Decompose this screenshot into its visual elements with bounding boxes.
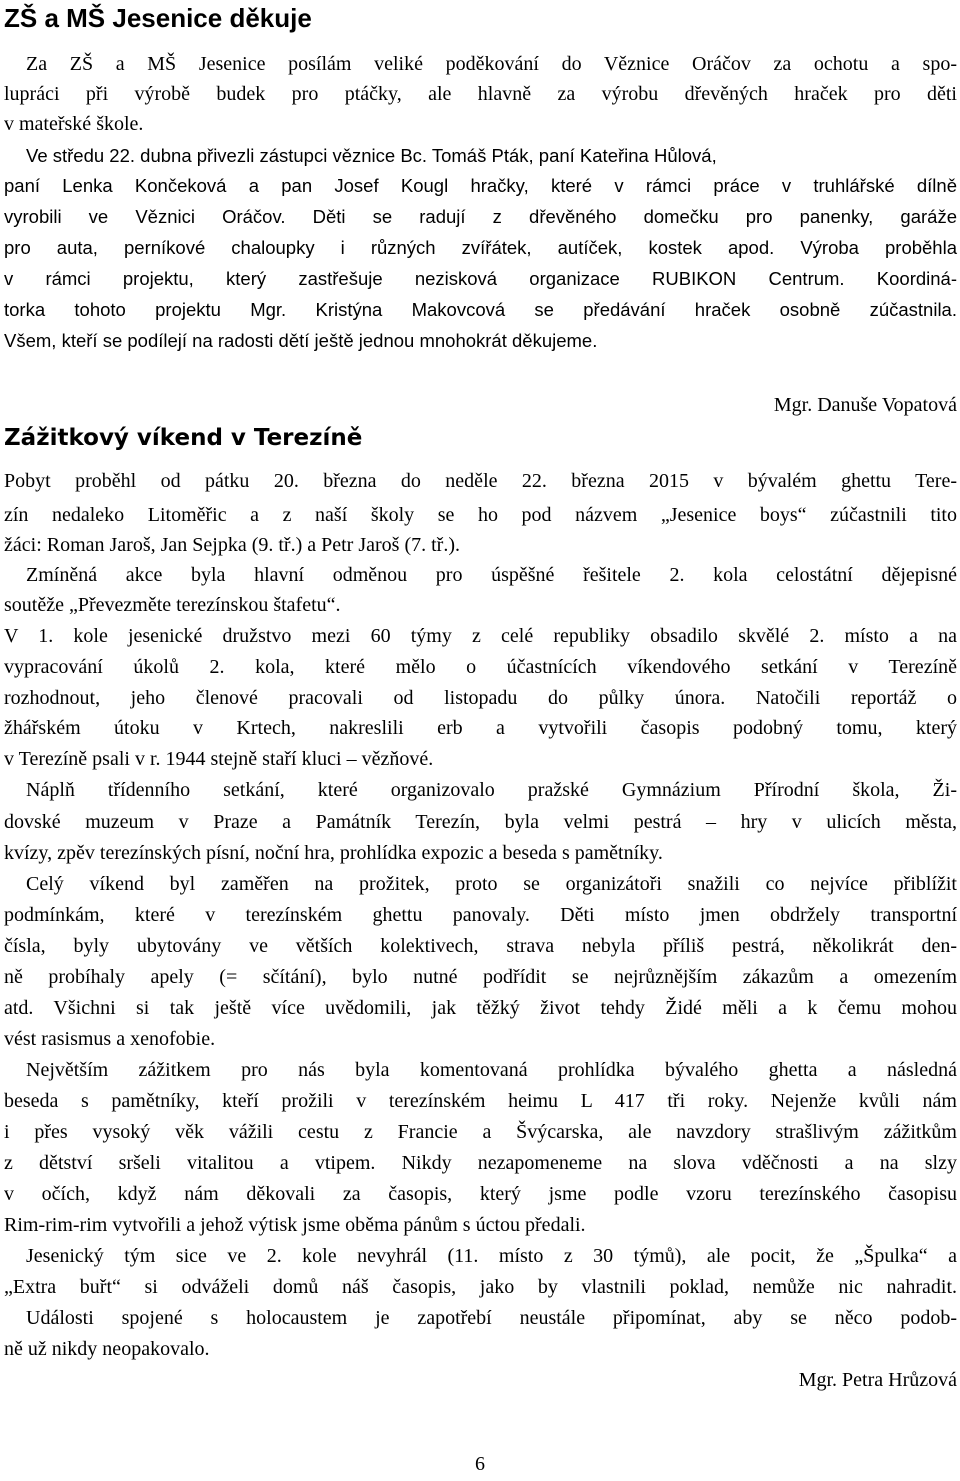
paragraph-line: rozhodnout, jeho členové pracovali od listopadu do půlky února. Natočili reportáž o [4, 687, 957, 709]
paragraph-line: v mateřské škole. [4, 113, 144, 135]
signature: Mgr. Petra Hrůzová [798, 1369, 957, 1391]
paragraph-line: pro auta, perníkové chaloupky i různých zvířátek, autíček, kostek apod. Výroba proběhla [4, 237, 957, 258]
paragraph-line: torka tohoto projektu Mgr. Kristýna Makovcová se předávání hraček osobně zúčastnila. [4, 299, 957, 320]
paragraph-line: žhářském útoku v Krtech, nakreslili erb a vytvořili časopis podobný tomu, který [4, 717, 957, 739]
paragraph-line: ně probíhaly apely (= sčítání), bylo nutné podřídit se nejrůznějším zákazům a omezením [4, 966, 957, 988]
paragraph-line: z dětství sršeli vitalitou a vtipem. Nikdy nezapomeneme na slova vděčnosti a na slzy [4, 1152, 957, 1174]
paragraph-line: vypracování úkolů 2. kola, které mělo o účastnících víkendového setkání v Terezíně [4, 656, 957, 678]
paragraph-line: Největším zážitkem pro nás byla komentovaná prohlídka bývalého ghetta a následná [26, 1059, 957, 1081]
paragraph-line: Ve středu 22. dubna přivezli zástupci věznice Bc. Tomáš Pták, paní Kateřina Hůlová, [26, 145, 717, 166]
paragraph-line: Pobyt proběhl od pátku 20. března do neděle 22. března 2015 v bývalém ghettu Tere- [4, 470, 957, 492]
signature: Mgr. Danuše Vopatová [773, 394, 957, 416]
paragraph-line: i přes vysoký věk vážili cestu z Francie a Švýcarska, ale navzdory strašlivým zážitkům [4, 1121, 957, 1143]
paragraph-line: v rámci projektu, který zastřešuje nezisková organizace RUBIKON Centrum. Koordiná- [4, 268, 957, 289]
paragraph-line: vyrobili ve Věznici Oráčov. Děti se radují z dřevěného domečku pro panenky, garáže [4, 206, 957, 227]
paragraph-line: soutěže „Převezměte terezínskou štafetu“. [4, 594, 341, 616]
paragraph-line: V 1. kole jesenické družstvo mezi 60 týmy z celé republiky obsadilo skvělé 2. místo a na [4, 625, 957, 647]
paragraph-line: Zmíněná akce byla hlavní odměnou pro úspěšné řešitele 2. kola celostátní dějepisné [26, 564, 957, 586]
paragraph-line: zín nedaleko Litoměřic a z naší školy se ho pod názvem „Jesenice boys“ zúčastnili tito [4, 504, 957, 526]
paragraph-line: Jesenický tým sice ve 2. kole nevyhrál (11. místo z 30 týmů), ale pocit, že „Špulka“ a [26, 1245, 957, 1267]
paragraph-line: v Terezíně psali v r. 1944 stejně staří kluci – vězňové. [4, 748, 434, 770]
article-title: ZŠ a MŠ Jesenice děkuje [4, 3, 312, 33]
paragraph-line: čísla, byly ubytovány ve větších kolektivech, strava nebyla příliš pestrá, několikrát den- [4, 935, 957, 957]
page-number: 6 [475, 1453, 485, 1475]
paragraph-line: Rim-rim-rim vytvořili a jehož výtisk jsme oběma pánům s úctou předali. [4, 1214, 586, 1236]
paragraph-line: žáci: Roman Jaroš, Jan Sejpka (9. tř.) a Petr Jaroš (7. tř.). [4, 534, 460, 556]
paragraph-line: dovské muzeum v Praze a Památník Terezín, byla velmi pestrá – hry v ulicích města, [4, 811, 957, 833]
paragraph-line: ně už nikdy neopakovalo. [4, 1338, 210, 1360]
article-title: Zážitkový víkend v Terezíně [4, 425, 363, 451]
paragraph-line: v očích, když nám děkovali za časopis, který jsme podle vzoru terezínského časopisu [4, 1183, 957, 1205]
paragraph-line: Všem, kteří se podílejí na radosti dětí ještě jednou mnohokrát děkujeme. [4, 330, 598, 351]
paragraph-line: „Extra buřt“ si odváželi domů náš časopis, jako by vlastnili poklad, nemůže nic nahradit. [4, 1276, 957, 1298]
paragraph-line: paní Lenka Končeková a pan Josef Kougl hračky, které v rámci práce v truhlářské dílně [4, 175, 957, 196]
paragraph-line: podmínkám, které v terezínském ghettu panovaly. Děti místo jmen obdržely transportní [4, 904, 957, 926]
paragraph-line: vést rasismus a xenofobie. [4, 1028, 216, 1050]
paragraph-line: Náplň třídenního setkání, které organizovalo pražské Gymnázium Přírodní škola, Ži- [26, 779, 957, 801]
paragraph-line: kvízy, zpěv terezínských písní, noční hra, prohlídka expozic a beseda s pamětníky. [4, 842, 663, 864]
paragraph-line: Celý víkend byl zaměřen na prožitek, proto se organizátoři snažili co nejvíce přiblížit [26, 873, 957, 895]
paragraph-line: atd. Všichni si tak ještě více uvědomili, jak těžký život tehdy Židé měli a k čemu mohou [4, 997, 957, 1019]
paragraph-line: beseda s pamětníky, kteří prožili v terezínském heimu L 417 tři roky. Nejenže kvůli nám [4, 1090, 957, 1112]
paragraph-line: lupráci při výrobě budek pro ptáčky, ale hlavně za výrobu dřevěných hraček pro děti [4, 83, 957, 105]
paragraph-line: Za ZŠ a MŠ Jesenice posílám veliké poděkování do Věznice Oráčov za ochotu a spo- [26, 53, 957, 75]
paragraph-line: Události spojené s holocaustem je zapotřebí neustále připomínat, aby se něco podob- [26, 1307, 957, 1329]
